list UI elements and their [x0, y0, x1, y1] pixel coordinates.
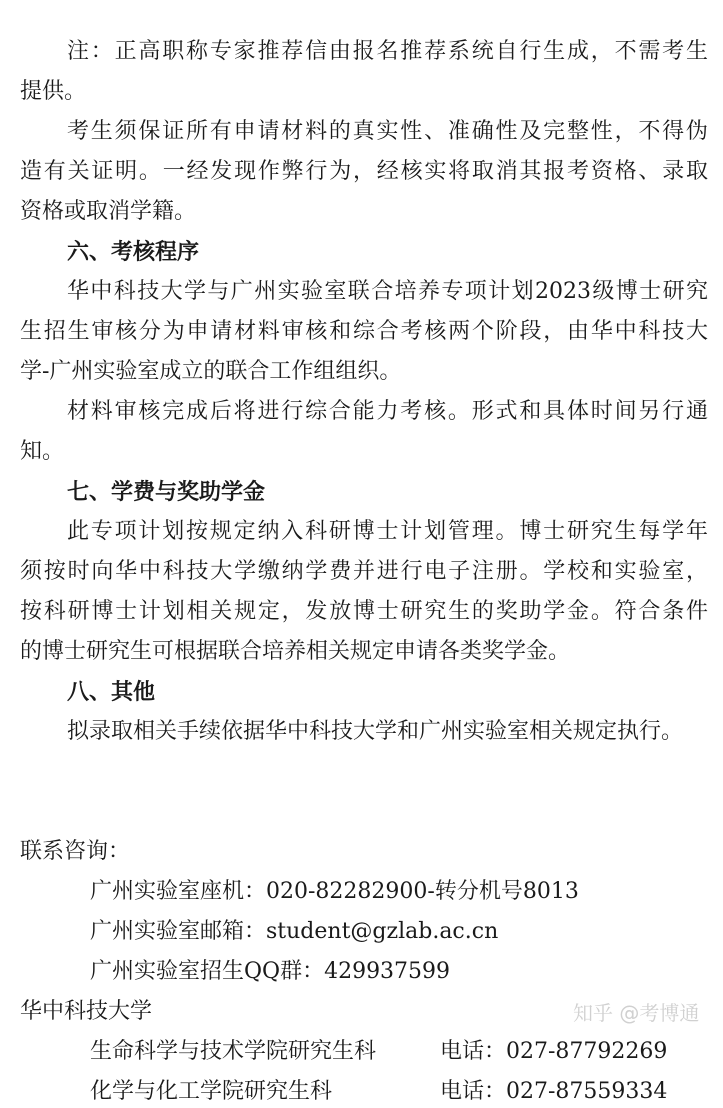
section-7-line: 按科研博士计划相关规定，发放博士研究生的奖助学金。符合条件: [20, 599, 708, 624]
gzlab-email: 广州实验室邮箱：student@gzlab.ac.cn: [90, 919, 499, 944]
section-6-line: 学-广州实验室成立的联合工作组组织。: [20, 359, 402, 384]
section-8-heading: 八、其他: [67, 679, 156, 705]
authenticity-line: 造有关证明。一经发现作弊行为，经核实将取消其报考资格、录取: [20, 159, 708, 184]
section-6-line: 材料审核完成后将进行综合能力考核。形式和具体时间另行通: [67, 399, 708, 424]
authenticity-line: 资格或取消学籍。: [20, 199, 197, 224]
section-6-line: 知。: [20, 439, 65, 464]
contact-heading: 联系咨询：: [20, 839, 131, 864]
section-8-line: 拟录取相关手续依据华中科技大学和广州实验室相关规定执行。: [67, 719, 684, 744]
hust-dept: 生命科学与技术学院研究生科: [90, 1039, 377, 1064]
note-line: 提供。: [20, 79, 87, 104]
section-7-line: 此专项计划按规定纳入科研博士计划管理。博士研究生每学年: [67, 519, 708, 544]
section-6-line: 生招生审核分为申请材料审核和综合考核两个阶段，由华中科技大: [20, 319, 708, 344]
section-7-line: 须按时向华中科技大学缴纳学费并进行电子注册。学校和实验室，: [20, 559, 708, 584]
hust-heading: 华中科技大学: [20, 999, 153, 1024]
authenticity-line: 考生须保证所有申请材料的真实性、准确性及完整性，不得伪: [67, 119, 708, 144]
gzlab-qq-group: 广州实验室招生QQ群：429937599: [90, 959, 451, 984]
hust-dept-phone: 电话：027-87792269: [440, 1039, 668, 1064]
note-line: 注：正高职称专家推荐信由报名推荐系统自行生成，不需考生: [67, 39, 708, 64]
hust-dept-phone: 电话：027-87559334: [440, 1079, 668, 1104]
section-6-heading: 六、考核程序: [67, 239, 200, 265]
hust-dept: 化学与化工学院研究生科: [90, 1079, 333, 1104]
section-6-line: 华中科技大学与广州实验室联合培养专项计划2023级博士研究: [67, 279, 708, 304]
section-7-heading: 七、学费与奖助学金: [67, 479, 266, 505]
section-7-line: 的博士研究生可根据联合培养相关规定申请各类奖学金。: [20, 639, 571, 664]
gzlab-phone: 广州实验室座机：020-82282900-转分机号8013: [90, 879, 579, 904]
zhihu-watermark: 知乎 @考博通: [573, 1001, 700, 1025]
